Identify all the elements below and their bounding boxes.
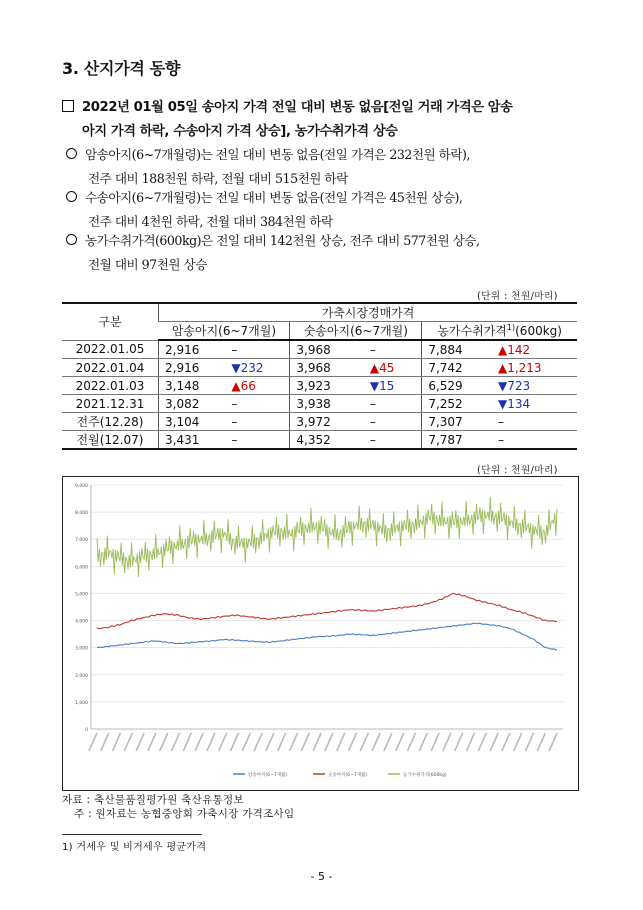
- y-tick-label: 5,000: [75, 592, 88, 598]
- header-farm: [422, 322, 577, 341]
- cell-change-farm: ▼134: [494, 395, 577, 413]
- cell-value-male: 3,968: [290, 340, 366, 359]
- x-tick-mark: [254, 733, 262, 751]
- group-header: 가축시장경매가격: [159, 303, 578, 322]
- cell-change-farm: ▲1,213: [494, 359, 577, 377]
- x-tick-mark: [431, 733, 439, 751]
- unit-note-chart: (단위 : 천원/마리): [477, 465, 558, 476]
- series-line: [97, 593, 557, 629]
- x-tick-mark: [408, 733, 416, 751]
- note-line: 주 : 원자료는 농협중앙회 가축시장 가격조사임: [74, 808, 295, 820]
- x-tick-mark: [266, 733, 274, 751]
- cell-change-female: –: [227, 340, 289, 359]
- x-tick-mark: [349, 733, 357, 751]
- header-male: 숫송아지(6~7개월): [290, 322, 422, 341]
- x-tick-mark: [325, 733, 333, 751]
- col-group-header: 구분: [62, 303, 159, 340]
- x-tick-mark: [526, 733, 534, 751]
- cell-value-male: 3,968: [290, 359, 366, 377]
- y-tick-label: 6,000: [75, 565, 88, 571]
- cell-value-farm: 6,529: [422, 377, 494, 395]
- table-row: [62, 395, 577, 413]
- x-tick-mark: [148, 733, 156, 751]
- x-tick-mark: [490, 733, 498, 751]
- series-line: [97, 497, 557, 577]
- cell-change-farm: –: [494, 431, 577, 450]
- headline-line2: 아지 가격 하락, 수송아지 가격 상승], 농가수취가격 상승: [82, 124, 398, 139]
- cell-change-female: ▲66: [227, 377, 289, 395]
- table-row: [62, 359, 577, 377]
- x-tick-mark: [124, 733, 132, 751]
- x-tick-mark: [195, 733, 203, 751]
- cell-value-male: 3,938: [290, 395, 366, 413]
- legend-label: 암송아지(6~7개월): [248, 773, 288, 778]
- cell-change-female: –: [227, 413, 289, 431]
- footnote-divider: [62, 834, 202, 835]
- cell-change-male: –: [366, 340, 422, 359]
- x-tick-mark: [502, 733, 510, 751]
- bullet-female: [66, 143, 596, 191]
- x-tick-mark: [242, 733, 250, 751]
- cell-change-male: –: [366, 395, 422, 413]
- table-row: [62, 377, 577, 395]
- y-tick-label: 1,000: [75, 700, 88, 706]
- x-tick-mark: [301, 733, 309, 751]
- x-tick-mark: [278, 733, 286, 751]
- x-tick-mark: [455, 733, 463, 751]
- header-female: 암송아지(6~7개월): [159, 322, 290, 341]
- y-tick-label: 3,000: [75, 646, 88, 652]
- checkbox-icon: [62, 100, 74, 112]
- x-tick-mark: [136, 733, 144, 751]
- cell-change-female: –: [227, 395, 289, 413]
- y-tick-label: 8,000: [75, 511, 88, 517]
- bullet-line: 전월 대비 97천원 상승: [88, 257, 207, 272]
- table-row: [62, 413, 577, 431]
- cell-value-farm: 7,884: [422, 340, 494, 359]
- cell-label: 2022.01.03: [62, 377, 159, 395]
- cell-value-male: 4,352: [290, 431, 366, 450]
- bullet-line: 암송아지(6~7개월령)는 전일 대비 변동 없음(전일 가격은 232천원 하락),: [85, 147, 470, 162]
- cell-change-female: ▼232: [227, 359, 289, 377]
- x-tick-mark: [290, 733, 298, 751]
- cell-value-male: 3,972: [290, 413, 366, 431]
- footnote: 1) 거세우 및 비거세우 평균가격: [62, 842, 207, 853]
- y-tick-label: 4,000: [75, 619, 88, 625]
- x-tick-mark: [313, 733, 321, 751]
- circle-bullet-icon: [66, 234, 77, 245]
- x-tick-mark: [537, 733, 545, 751]
- bullet-line: 수송아지(6~7개월령)는 전일 대비 변동 없음(전일 가격은 45천원 상승),: [85, 190, 463, 205]
- header-farm-label: 농가수취가격: [437, 324, 507, 338]
- x-tick-mark: [113, 733, 121, 751]
- cell-label: 2022.01.05: [62, 340, 159, 359]
- table-row: [62, 431, 577, 450]
- source-line: 자료 : 축산물품질평가원 축산유통정보: [62, 794, 244, 806]
- table-row: [62, 340, 577, 359]
- x-tick-mark: [467, 733, 475, 751]
- x-tick-mark: [443, 733, 451, 751]
- headline-line1: 2022년 01월 05일 송아지 가격 전일 대비 변동 없음[전일 거래 가격은 암송: [82, 100, 513, 115]
- footnote-ref: 1): [506, 323, 516, 332]
- cell-change-male: –: [366, 431, 422, 450]
- bullet-line: 전주 대비 4천원 하락, 전월 대비 384천원 하락: [88, 214, 333, 229]
- cell-value-farm: 7,742: [422, 359, 494, 377]
- x-tick-mark: [207, 733, 215, 751]
- price-chart: [62, 476, 579, 791]
- y-tick-label: 9,000: [75, 484, 88, 489]
- x-tick-mark: [172, 733, 180, 751]
- legend-label: 농가수취가격(600kg): [403, 773, 447, 778]
- bullet-line: 전주 대비 188천원 하락, 전월 대비 515천원 하락: [88, 171, 348, 186]
- headline: [62, 96, 602, 144]
- x-tick-mark: [396, 733, 404, 751]
- x-tick-mark: [419, 733, 427, 751]
- x-tick-mark: [231, 733, 239, 751]
- page-number: - 5 -: [310, 870, 333, 883]
- x-tick-mark: [101, 733, 109, 751]
- cell-value-male: 3,923: [290, 377, 366, 395]
- circle-bullet-icon: [66, 148, 77, 159]
- x-tick-mark: [360, 733, 368, 751]
- y-tick-label: 7,000: [75, 538, 88, 544]
- x-tick-mark: [549, 733, 557, 751]
- cell-change-female: –: [227, 431, 289, 450]
- cell-value-farm: 7,252: [422, 395, 494, 413]
- cell-change-farm: ▲142: [494, 340, 577, 359]
- source-notes: [62, 793, 294, 821]
- x-tick-mark: [372, 733, 380, 751]
- cell-value-female: 3,431: [159, 431, 228, 450]
- bullet-line: 농가수취가격(600kg)은 전일 대비 142천원 상승, 전주 대비 577천원 상승,: [85, 233, 480, 248]
- chart-svg: [63, 477, 578, 790]
- cell-change-male: –: [366, 413, 422, 431]
- x-tick-mark: [160, 733, 168, 751]
- cell-change-male: ▼15: [366, 377, 422, 395]
- header-farm-unit: (600kg): [515, 324, 562, 338]
- price-table: [62, 302, 577, 450]
- x-tick-mark: [89, 733, 97, 751]
- x-tick-mark: [384, 733, 392, 751]
- y-tick-label: 2,000: [75, 673, 88, 679]
- circle-bullet-icon: [66, 191, 77, 202]
- cell-value-female: 3,104: [159, 413, 228, 431]
- x-tick-mark: [337, 733, 345, 751]
- unit-note: (단위 : 천원/마리): [477, 291, 558, 302]
- bullet-male: [66, 186, 596, 234]
- cell-value-farm: 7,307: [422, 413, 494, 431]
- cell-value-farm: 7,787: [422, 431, 494, 450]
- cell-value-female: 3,082: [159, 395, 228, 413]
- cell-label: 2022.01.04: [62, 359, 159, 377]
- cell-change-farm: –: [494, 413, 577, 431]
- cell-change-male: ▲45: [366, 359, 422, 377]
- cell-change-farm: ▼723: [494, 377, 577, 395]
- x-tick-mark: [183, 733, 191, 751]
- x-tick-mark: [219, 733, 227, 751]
- bullet-farm: [66, 229, 596, 277]
- cell-label: 전월(12.07): [62, 431, 159, 450]
- series-line: [97, 623, 557, 650]
- cell-value-female: 3,148: [159, 377, 228, 395]
- section-title: 3. 산지가격 동향: [62, 59, 181, 78]
- x-tick-mark: [478, 733, 486, 751]
- cell-label: 2021.12.31: [62, 395, 159, 413]
- cell-value-female: 2,916: [159, 340, 228, 359]
- legend-label: 숫송아지(6~7개월): [328, 773, 368, 778]
- cell-value-female: 2,916: [159, 359, 228, 377]
- cell-label: 전주(12.28): [62, 413, 159, 431]
- x-tick-mark: [514, 733, 522, 751]
- y-tick-label: 0: [85, 728, 88, 733]
